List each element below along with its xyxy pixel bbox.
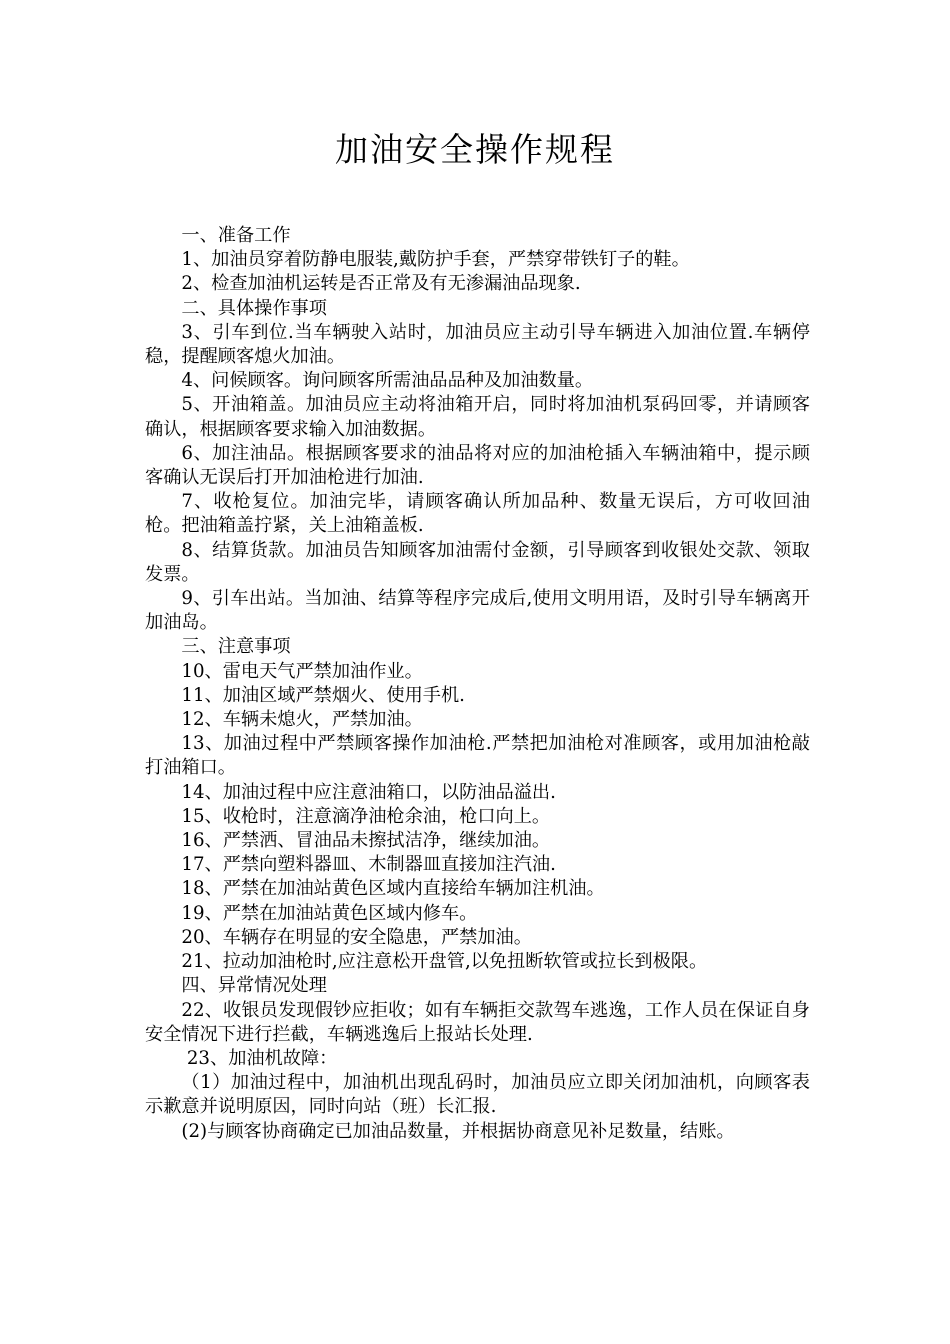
paragraph: 4、问候顾客。询问顾客所需油品品种及加油数量。: [181, 370, 594, 392]
paragraph: 10、雷电天气严禁加油作业。: [181, 660, 423, 682]
paragraph: 15、收枪时，注意滴净油枪余油，枪口向上。: [181, 805, 551, 827]
paragraph: 14、加油过程中应注意油箱口，以防油品溢出.: [181, 781, 556, 803]
paragraph: 8、结算货款。加油员告知顾客加油需付金额，引导顾客到收银处交款、领取发票。: [145, 539, 810, 585]
paragraph: 13、加油过程中严禁顾客操作加油枪.严禁把加油枪对准顾客，或用加油枪敲打油箱口。: [145, 733, 810, 779]
paragraph: (2)与顾客协商确定已加油品数量，并根据协商意见补足数量，结账。: [181, 1120, 735, 1142]
paragraph: 11、加油区域严禁烟火、使用手机.: [181, 684, 465, 706]
section-heading-precautions: 三、注意事项: [181, 636, 291, 658]
section-heading-preparation: 一、准备工作: [181, 225, 291, 246]
document-body: [145, 224, 810, 1144]
paragraph: 23、加油机故障：: [186, 1047, 338, 1069]
paragraph: 17、严禁向塑料器皿、木制器皿直接加注汽油.: [181, 854, 556, 876]
page-title: 加油安全操作规程: [335, 130, 615, 169]
paragraph: 2、检查加油机运转是否正常及有无渗漏油品现象.: [181, 273, 581, 295]
section-heading-operations: 二、具体操作事项: [181, 297, 327, 319]
paragraph: 16、严禁洒、冒油品未擦拭洁净，继续加油。: [181, 830, 551, 852]
section-heading-exceptions: 四、异常情况处理: [181, 975, 327, 997]
paragraph: 5、开油箱盖。加油员应主动将油箱开启，同时将加油机泵码回零，并请顾客确认，根据顾客要求输入加油数据。: [145, 394, 810, 440]
paragraph: 3、引车到位.当车辆驶入站时，加油员应主动引导车辆进入加油位置.车辆停稳，提醒顾客熄火加油。: [145, 321, 810, 368]
paragraph: （1）加油过程中，加油机出现乱码时，加油员应立即关闭加油机，向顾客表示歉意并说明原因，同时向站（班）长汇报.: [145, 1072, 810, 1118]
paragraph: 19、严禁在加油站黄色区域内修车。: [181, 902, 478, 924]
paragraph: 12、车辆未熄火，严禁加油。: [181, 709, 423, 731]
paragraph: 9、引车出站。当加油、结算等程序完成后,使用文明用语，及时引导车辆离开加油岛。: [145, 588, 810, 634]
paragraph: 6、加注油品。根据顾客要求的油品将对应的加油枪插入车辆油箱中，提示顾客确认无误后打开加油枪进行加油.: [145, 442, 810, 489]
paragraph: 20、车辆存在明显的安全隐患，严禁加油。: [181, 926, 532, 948]
paragraph: 18、严禁在加油站黄色区域内直接给车辆加注机油。: [181, 878, 605, 900]
paragraph: 7、收枪复位。加油完毕，请顾客确认所加品种、数量无误后，方可收回油枪。把油箱盖拧紧，关上油箱盖板.: [145, 491, 810, 537]
paragraph: 22、收银员发现假钞应拒收；如有车辆拒交款驾车逃逸，工作人员在保证自身安全情况下进行拦截，车辆逃逸后上报站长处理.: [145, 999, 810, 1045]
paragraph: 21、拉动加油枪时,应注意松开盘管,以免扭断软管或拉长到极限。: [181, 951, 708, 973]
paragraph: 1、加油员穿着防静电服装,戴防护手套，严禁穿带铁钉子的鞋。: [181, 249, 690, 271]
